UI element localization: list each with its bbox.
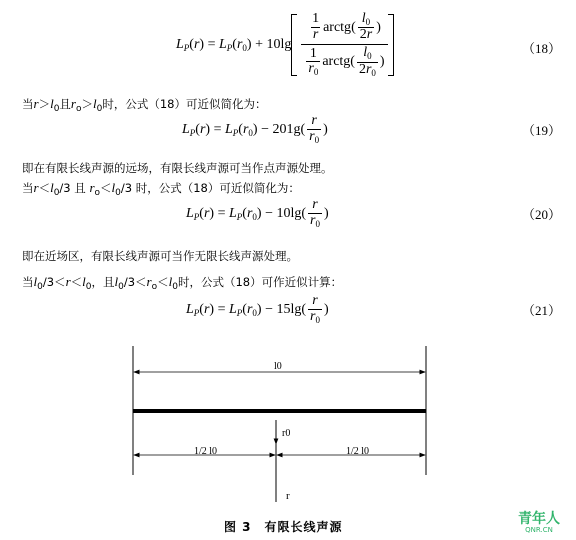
bracket: $\frac{1}{r}$ arctg ( $\frac{l_0}{2r}$ ) $\frac{1}{r_0}$ arctg ( $\frac{l_0}{2r_0}$ ) [291,11,393,79]
equation-number-20: （20） [522,207,562,222]
equation-number-18: （18） [522,41,562,56]
equation-18: $L_P(r) = L_P(r_0) + 10\lg$ $\frac{1}{r}$ arctg ( $\frac{l_0}{2r}$ ) $\frac{1}{r_0}$ arctg ( $\frac{l_0}{2r_0}$ ) [176,10,394,80]
label-r0: r0 [282,428,291,439]
label-l0: l0 [274,361,282,372]
paragraph-5: 当$l_0/3<r<l_0$，且$l_0/3<r_o<l_0$时，公式（18）可作近似计算： [22,274,343,292]
equation-number-21: （21） [522,303,562,318]
equation-20: $L_P(r) = L_P(r_0) - 10\lg$( $\frac{r}{r_0}$ ) [186,197,329,229]
paragraph-1: 当$r>l_0$且$r_o>l_0$时，公式（18）可近似简化为： [22,96,267,114]
label-half-right: 1/2 l0 [346,446,370,457]
equation-number-19: （19） [522,123,562,138]
figure-caption: 图 3 有限长线声源 [224,520,343,534]
label-half-left: 1/2 l0 [194,446,218,457]
label-r: r [286,490,290,502]
equation-19: $L_P(r) = L_P(r_0) - 201g$( $\frac{r}{r_0}$ ) [182,113,328,145]
watermark-logo: 青年人 QNR.CN [518,511,560,534]
figure-line-source [0,340,576,510]
paragraph-3: 当$r<l_0/3$ 且 $r_o<l_0/3$ 时，公式（18）可近似简化为： [22,180,300,198]
paragraph-4: 即在近场区，有限长线声源可当作无限长线声源处理。 [22,249,298,263]
equation-21: $L_P(r) = L_P(r_0) - 15\lg$( $\frac{r}{r_0}$ ) [186,293,329,325]
paragraph-2: 即在有限长线声源的远场，有限长线声源可当作点声源处理。 [22,161,333,175]
